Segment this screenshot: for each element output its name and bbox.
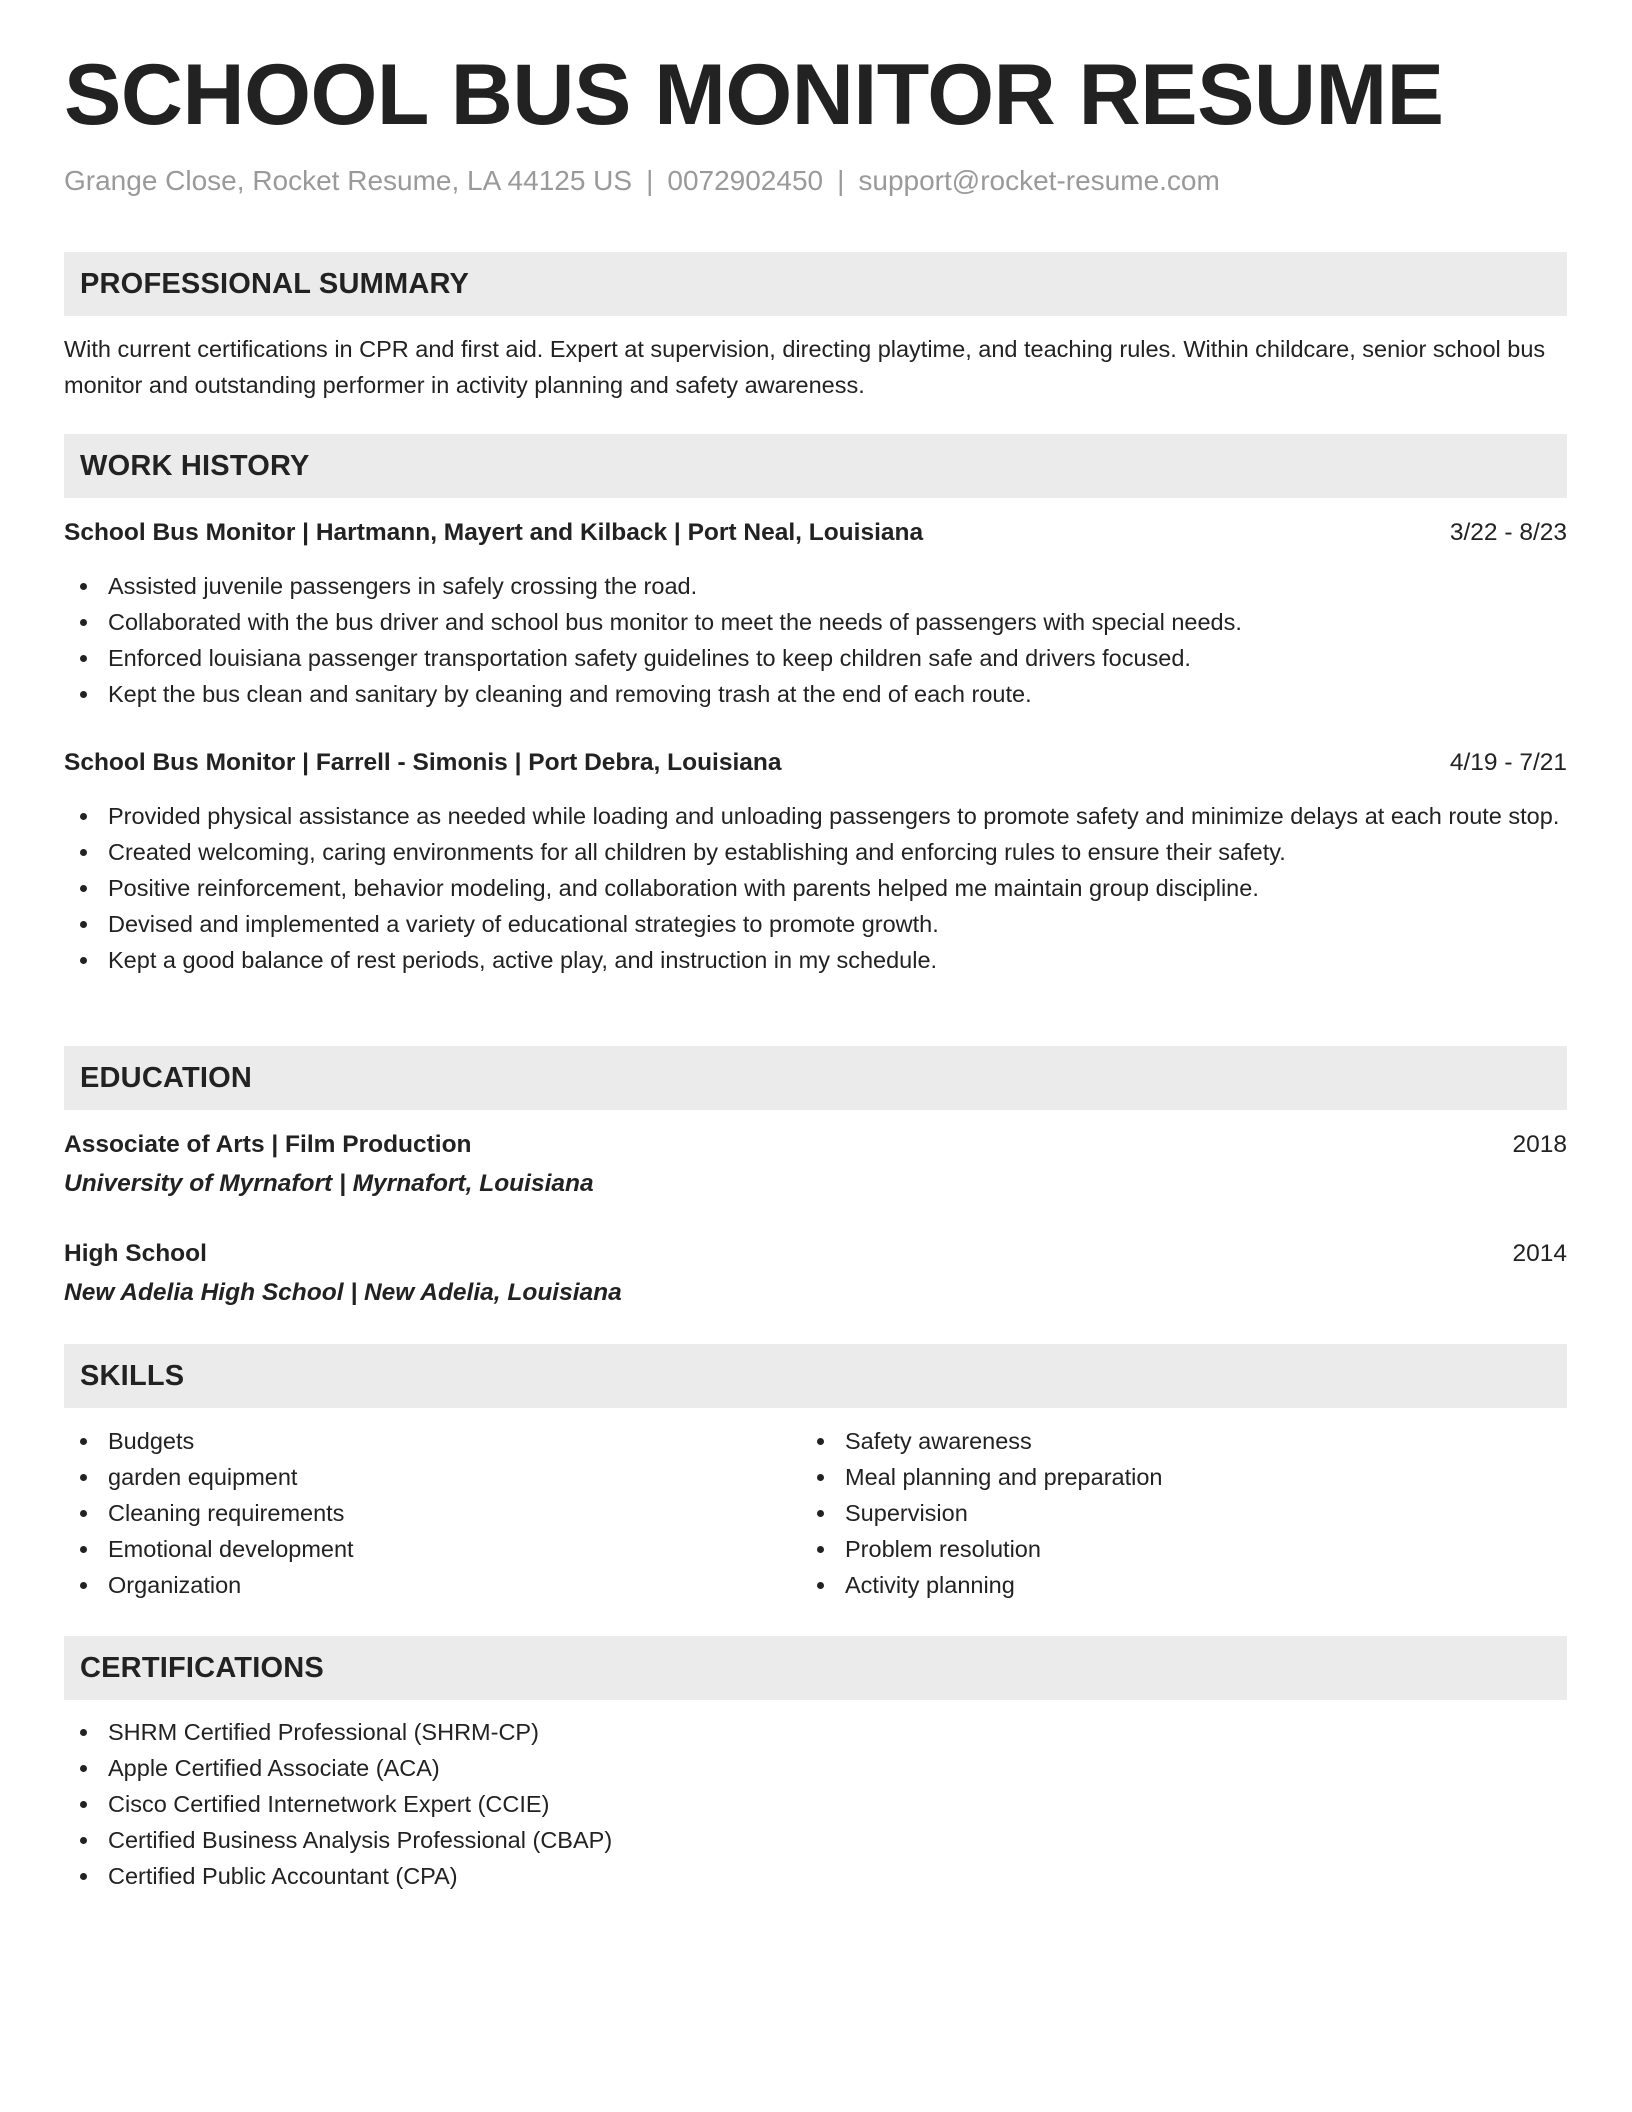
school-name: New Adelia High School | New Adelia, Louisiana [64,1279,622,1306]
list-item: Cisco Certified Internetwork Expert (CCIE) [64,1786,1567,1822]
summary-text: With current certifications in CPR and first aid. Expert at supervision, directing playtime, and teaching rules. Within childcare, senior school bus monitor and outstanding performer in activity planning and safety awareness. [64,336,1546,398]
section-header-work-history [64,434,1567,498]
list-item: Provided physical assistance as needed while loading and unloading passengers to promote safety and minimize delays at each route stop. [64,798,1567,834]
education-header [64,1133,1567,1158]
list-item: Positive reinforcement, behavior modeling, and collaboration with parents helped me maintain group discipline. [64,870,1567,906]
list-item: Certified Public Accountant (CPA) [64,1858,1567,1894]
contact-email: support@rocket-resume.com [858,165,1220,196]
education-year: 2018 [1512,1131,1567,1158]
list-item: Emotional development [64,1531,764,1567]
list-item: Assisted juvenile passengers in safely crossing the road. [64,568,1567,604]
skills-list-left [64,1423,764,1603]
education-header [64,1242,1567,1267]
job-bullets [64,568,1567,712]
section-title: WORK HISTORY [80,449,310,482]
contact-separator: | [646,165,654,196]
section-header-certifications [64,1636,1567,1700]
job-title: School Bus Monitor | Farrell - Simonis | Port Debra, Louisiana [64,749,782,776]
list-item: Certified Business Analysis Professional (CBAP) [64,1822,1567,1858]
skills-list-right [801,1423,1501,1603]
list-item: Meal planning and preparation [801,1459,1501,1495]
list-item: garden equipment [64,1459,764,1495]
contact-line [64,167,1220,195]
section-header-summary [64,252,1567,316]
degree-title: High School [64,1240,207,1267]
school-name: University of Myrnafort | Myrnafort, Louisiana [64,1170,594,1197]
list-item: SHRM Certified Professional (SHRM-CP) [64,1714,1567,1750]
job-dates: 4/19 - 7/21 [1449,749,1567,776]
list-item: Kept a good balance of rest periods, active play, and instruction in my schedule. [64,942,1567,978]
list-item: Budgets [64,1423,764,1459]
education-year: 2014 [1512,1240,1567,1267]
section-header-skills [64,1344,1567,1408]
list-item: Apple Certified Associate (ACA) [64,1750,1567,1786]
certifications-list [64,1714,1567,1894]
list-item: Cleaning requirements [64,1495,764,1531]
contact-separator: | [837,165,845,196]
degree-title: Associate of Arts | Film Production [64,1131,472,1158]
section-title: CERTIFICATIONS [80,1651,324,1684]
job-dates: 3/22 - 8/23 [1449,519,1567,546]
job-header [64,521,1567,546]
contact-address: Grange Close, Rocket Resume, LA 44125 US [64,165,633,196]
list-item: Safety awareness [801,1423,1501,1459]
job-bullets [64,798,1567,978]
job-header [64,751,1567,776]
contact-phone: 0072902450 [667,165,824,196]
list-item: Kept the bus clean and sanitary by cleaning and removing trash at the end of each route. [64,676,1567,712]
section-title: PROFESSIONAL SUMMARY [80,267,470,300]
list-item: Supervision [801,1495,1501,1531]
job-title: School Bus Monitor | Hartmann, Mayert and Kilback | Port Neal, Louisiana [64,519,924,546]
list-item: Collaborated with the bus driver and school bus monitor to meet the needs of passengers with special needs. [64,604,1567,640]
list-item: Problem resolution [801,1531,1501,1567]
list-item: Enforced louisiana passenger transportation safety guidelines to keep children safe and drivers focused. [64,640,1567,676]
resume-title: SCHOOL BUS MONITOR RESUME [64,47,1444,143]
section-title: SKILLS [80,1359,185,1392]
list-item: Devised and implemented a variety of educational strategies to promote growth. [64,906,1567,942]
section-title: EDUCATION [80,1061,253,1094]
list-item: Organization [64,1567,764,1603]
section-header-education [64,1046,1567,1110]
list-item: Activity planning [801,1567,1501,1603]
list-item: Created welcoming, caring environments for all children by establishing and enforcing rules to ensure their safety. [64,834,1567,870]
